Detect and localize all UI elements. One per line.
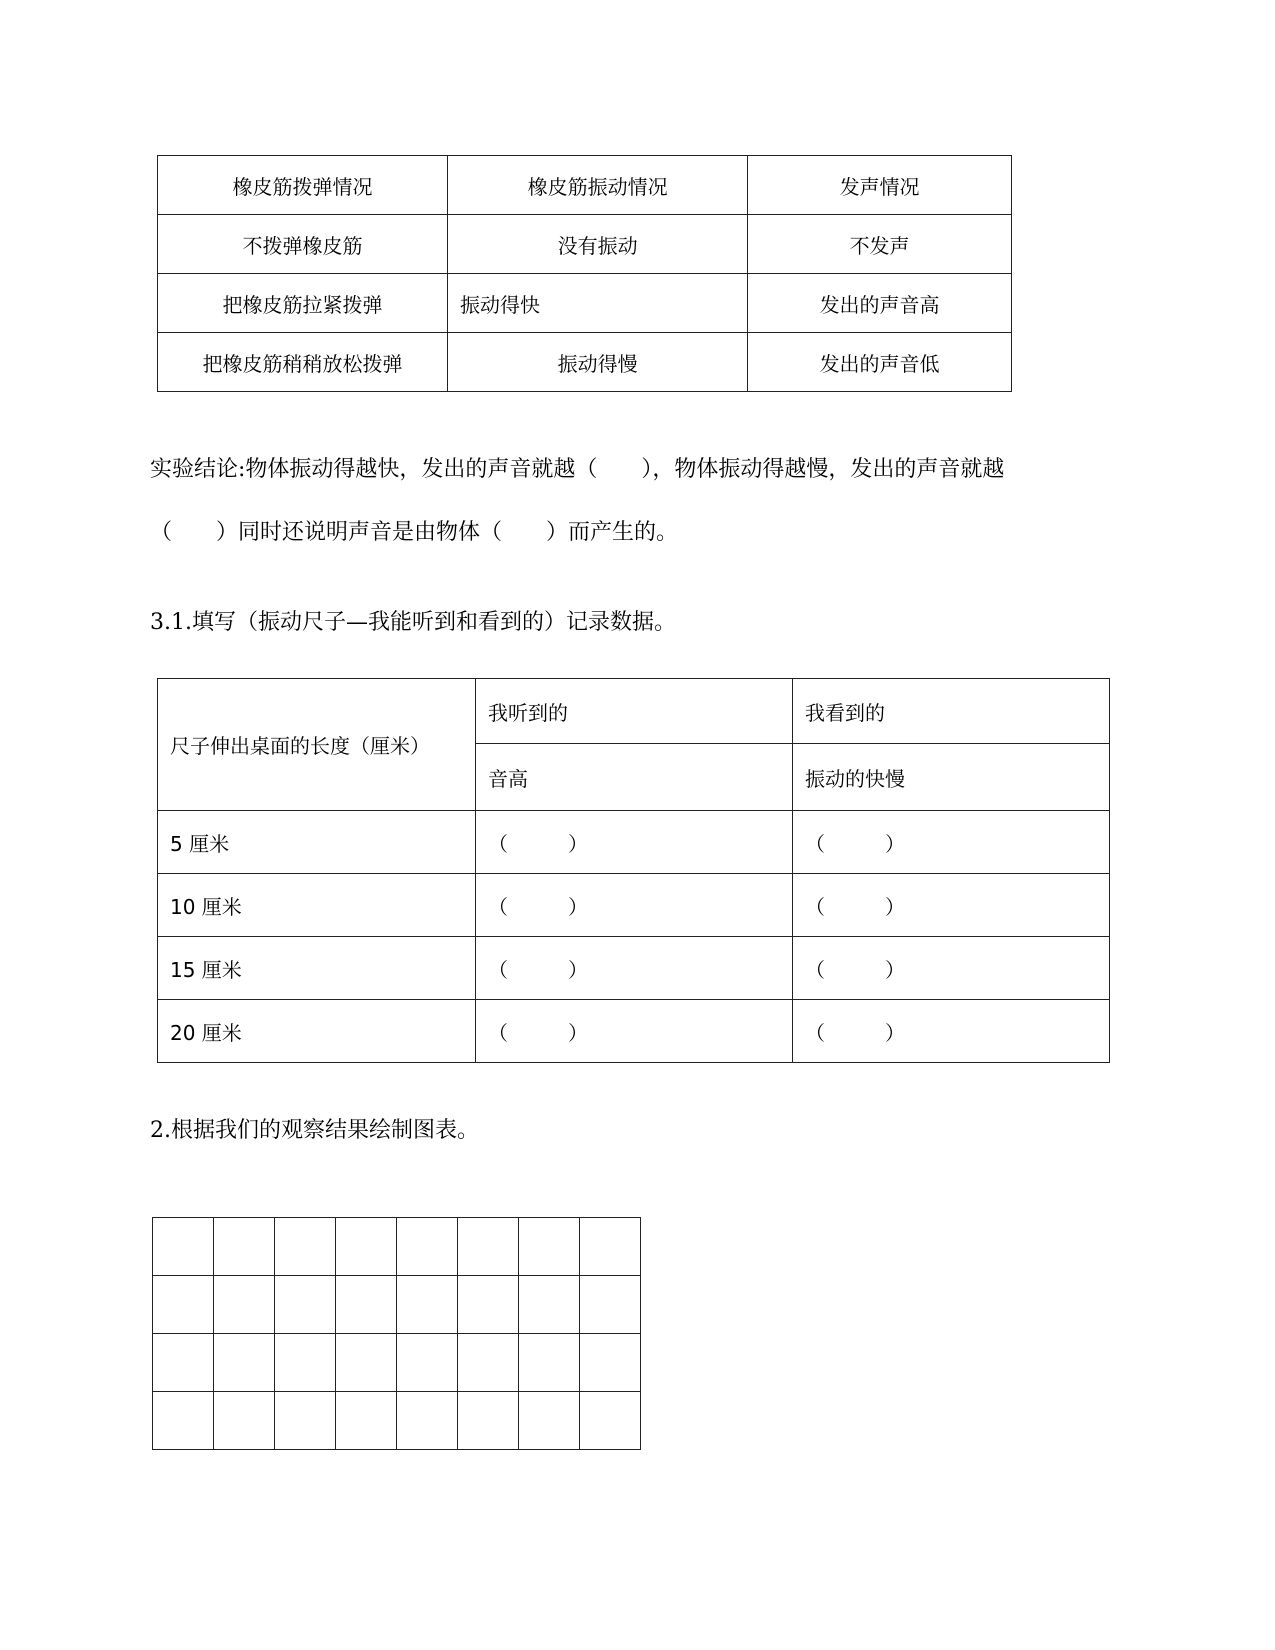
table-row — [158, 811, 1110, 874]
blank-cell[interactable]: （ ） — [792, 1000, 1109, 1063]
blank-cell[interactable]: （ ） — [476, 874, 793, 937]
blank-cell[interactable]: （ ） — [792, 937, 1109, 1000]
grid-cell[interactable] — [580, 1218, 641, 1276]
grid-cell[interactable] — [275, 1334, 336, 1392]
vibration-observation-table — [157, 155, 1012, 392]
grid-cell[interactable] — [519, 1334, 580, 1392]
grid-cell[interactable] — [214, 1392, 275, 1450]
grid-cell[interactable] — [458, 1392, 519, 1450]
header-cell: 橡皮筋振动情况 — [448, 156, 748, 215]
grid-cell[interactable] — [153, 1392, 214, 1450]
grid-cell[interactable] — [580, 1276, 641, 1334]
grid-cell[interactable] — [153, 1276, 214, 1334]
header-cell: 我看到的 — [792, 679, 1109, 744]
grid-row — [153, 1334, 641, 1392]
grid-row — [153, 1392, 641, 1450]
subheader-cell: 振动的快慢 — [792, 744, 1109, 811]
grid-cell[interactable] — [519, 1218, 580, 1276]
grid-row — [153, 1218, 641, 1276]
grid-cell[interactable] — [580, 1334, 641, 1392]
grid-cell[interactable] — [458, 1276, 519, 1334]
grid-cell[interactable] — [336, 1218, 397, 1276]
table-row — [158, 937, 1110, 1000]
grid-cell[interactable] — [214, 1276, 275, 1334]
table-row — [158, 333, 1012, 392]
grid-cell[interactable] — [397, 1334, 458, 1392]
conclusion-line-1: 实验结论:物体振动得越快，发出的声音就越（ ），物体振动得越慢，发出的声音就越 — [150, 457, 1005, 482]
blank-cell[interactable]: （ ） — [476, 811, 793, 874]
table-cell: 不拨弹橡皮筋 — [158, 215, 448, 274]
table-row — [158, 274, 1012, 333]
table-cell: 把橡皮筋拉紧拨弹 — [158, 274, 448, 333]
blank-cell[interactable]: （ ） — [792, 811, 1109, 874]
grid-cell[interactable] — [458, 1334, 519, 1392]
grid-cell[interactable] — [580, 1392, 641, 1450]
conclusion-line-2: （ ）同时还说明声音是由物体（ ）而产生的。 — [150, 520, 679, 545]
grid-cell[interactable] — [519, 1392, 580, 1450]
length-cell: 5 厘米 — [158, 811, 476, 874]
grid-row — [153, 1276, 641, 1334]
table-cell: 发出的声音高 — [748, 274, 1012, 333]
header-cell: 发声情况 — [748, 156, 1012, 215]
grid-cell[interactable] — [397, 1392, 458, 1450]
grid-cell[interactable] — [214, 1218, 275, 1276]
table-row — [158, 874, 1110, 937]
table-row — [158, 1000, 1110, 1063]
length-cell: 20 厘米 — [158, 1000, 476, 1063]
blank-cell[interactable]: （ ） — [476, 937, 793, 1000]
grid-cell[interactable] — [458, 1218, 519, 1276]
grid-cell[interactable] — [275, 1392, 336, 1450]
grid-cell[interactable] — [397, 1218, 458, 1276]
ruler-record-table — [157, 678, 1110, 1063]
grid-cell[interactable] — [153, 1218, 214, 1276]
grid-cell[interactable] — [397, 1276, 458, 1334]
length-cell: 15 厘米 — [158, 937, 476, 1000]
length-cell: 10 厘米 — [158, 874, 476, 937]
table-cell: 不发声 — [748, 215, 1012, 274]
grid-cell[interactable] — [519, 1276, 580, 1334]
chart-drawing-grid[interactable] — [152, 1217, 641, 1450]
header-cell: 我听到的 — [476, 679, 793, 744]
table-row — [158, 215, 1012, 274]
table-cell: 振动得慢 — [448, 333, 748, 392]
question-3-title: 3.1.填写（振动尺子—我能听到和看到的）记录数据。 — [150, 610, 676, 635]
grid-cell[interactable] — [214, 1334, 275, 1392]
grid-cell[interactable] — [336, 1276, 397, 1334]
table-cell: 振动得快 — [448, 274, 748, 333]
grid-cell[interactable] — [336, 1392, 397, 1450]
table-header-row — [158, 156, 1012, 215]
row-header-cell: 尺子伸出桌面的长度（厘米） — [158, 679, 476, 811]
grid-cell[interactable] — [275, 1218, 336, 1276]
question-2-title: 2.根据我们的观察结果绘制图表。 — [150, 1118, 479, 1143]
blank-cell[interactable]: （ ） — [792, 874, 1109, 937]
table-cell: 没有振动 — [448, 215, 748, 274]
grid-cell[interactable] — [336, 1334, 397, 1392]
table-header-row — [158, 679, 1110, 744]
blank-cell[interactable]: （ ） — [476, 1000, 793, 1063]
table-cell: 发出的声音低 — [748, 333, 1012, 392]
grid-cell[interactable] — [153, 1334, 214, 1392]
grid-cell[interactable] — [275, 1276, 336, 1334]
table-cell: 把橡皮筋稍稍放松拨弹 — [158, 333, 448, 392]
subheader-cell: 音高 — [476, 744, 793, 811]
header-cell: 橡皮筋拨弹情况 — [158, 156, 448, 215]
